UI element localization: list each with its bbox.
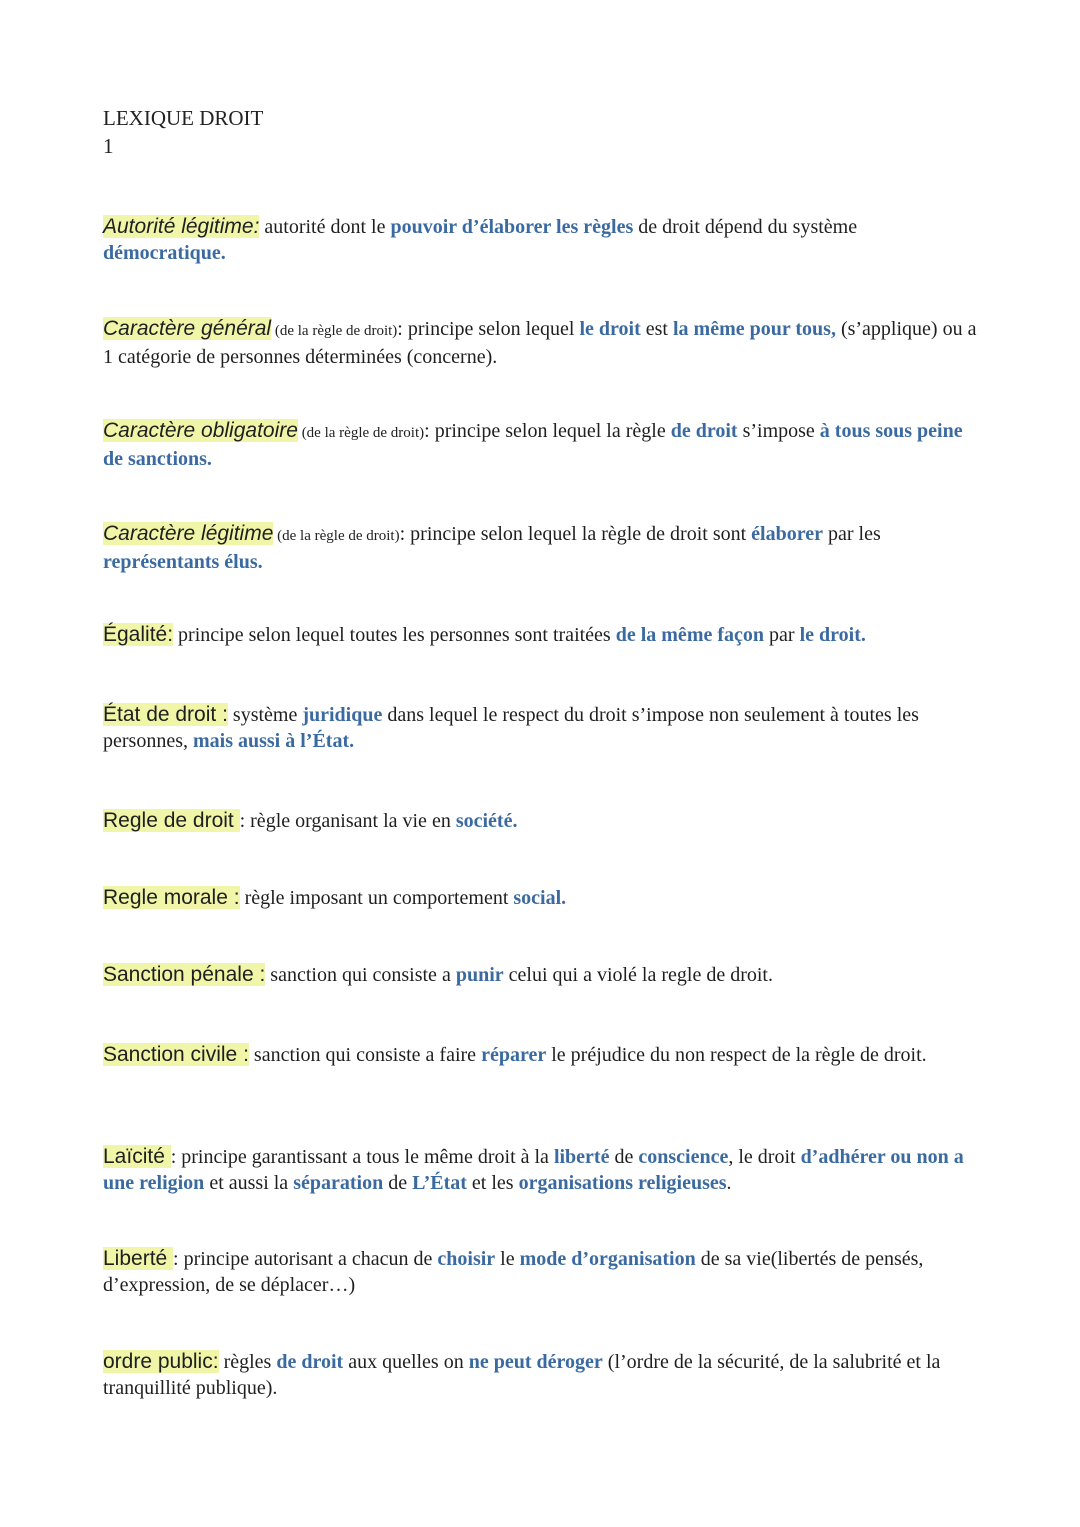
keyword-highlight: représentants élus.: [103, 551, 263, 573]
definition-text: règle imposant un comportement: [239, 887, 514, 909]
glossary-entry-regle-de-droit: [103, 808, 983, 834]
definition-text: : principe garantissant a tous le même droit à la: [170, 1146, 554, 1168]
keyword-highlight: de la même façon: [615, 624, 765, 646]
definition-text: le: [495, 1248, 520, 1270]
definition-text: et aussi la: [204, 1172, 294, 1194]
glossary-entry-ordre-public: [103, 1349, 983, 1401]
glossary-entry-egalite: [103, 622, 983, 648]
definition-text: est: [640, 318, 673, 340]
keyword-highlight: séparation: [293, 1172, 384, 1194]
keyword-highlight: conscience: [638, 1146, 729, 1168]
keyword-highlight: élaborer: [751, 523, 823, 545]
keyword-highlight: à tous sous peine de sanctions.: [103, 420, 963, 470]
term-qualifier: (de la règle de droit): [271, 323, 398, 339]
keyword-highlight: liberté: [553, 1146, 610, 1168]
definition-text: dans lequel le respect du droit s’impose non seulement à toutes les personnes,: [103, 704, 919, 752]
term-label: Caractère légitime: [103, 522, 274, 545]
definition-text: , le droit: [728, 1146, 801, 1168]
term-label: Regle de droit: [103, 809, 240, 832]
definition-text: (l’ordre de la sécurité, de la salubrité et la tranquillité publique).: [103, 1351, 941, 1399]
definition-text: principe selon lequel toutes les personnes sont traitées: [173, 624, 616, 646]
term-label: État de droit :: [103, 703, 228, 726]
keyword-highlight: punir: [455, 964, 504, 986]
definition-text: : principe selon lequel la règle: [424, 420, 671, 442]
definition-text: par les: [823, 523, 881, 545]
term-label: Sanction pénale :: [103, 963, 266, 986]
glossary-entry-caractere-general: [103, 316, 983, 370]
keyword-highlight: mais aussi à l’État.: [192, 730, 355, 752]
keyword-highlight: de droit: [276, 1351, 344, 1373]
keyword-highlight: de droit: [670, 420, 738, 442]
definition-text: par: [764, 624, 800, 646]
definition-text: de droit dépend du système: [633, 216, 858, 238]
term-label: Sanction civile :: [103, 1043, 249, 1066]
definition-text: : principe autorisant a chacun de: [173, 1248, 438, 1270]
glossary-entry-sanction-civile: [103, 1042, 983, 1068]
term-qualifier: (de la règle de droit): [297, 425, 425, 441]
keyword-highlight: démocratique.: [103, 242, 226, 264]
keyword-highlight: juridique: [302, 704, 383, 726]
keyword-highlight: ne peut déroger: [468, 1351, 603, 1373]
definition-text: .: [726, 1172, 732, 1194]
glossary-entry-caractere-legitime: [103, 521, 983, 575]
definition-text: système: [227, 704, 303, 726]
definition-text: de: [383, 1172, 413, 1194]
definition-text: règles: [218, 1351, 277, 1373]
keyword-highlight: le droit.: [799, 624, 866, 646]
definition-text: le préjudice du non respect de la règle de droit.: [546, 1044, 927, 1066]
glossary-entry-caractere-obligatoire: [103, 418, 983, 472]
keyword-highlight: mode d’organisation: [519, 1248, 696, 1270]
page-number: 1: [103, 134, 114, 158]
keyword-highlight: d’adhérer ou non a une religion: [103, 1146, 964, 1194]
term-qualifier: (de la règle de droit): [273, 528, 400, 544]
keyword-highlight: la même pour tous,: [672, 318, 836, 340]
keyword-highlight: société.: [455, 810, 518, 832]
keyword-highlight: le droit: [579, 318, 641, 340]
keyword-highlight: organisations religieuses: [518, 1172, 727, 1194]
glossary-entry-liberte: [103, 1246, 983, 1298]
definition-text: : principe selon lequel: [397, 318, 580, 340]
definition-text: aux quelles on: [343, 1351, 469, 1373]
term-label: Autorité légitime:: [103, 215, 260, 238]
term-label: Caractère obligatoire: [103, 419, 298, 442]
term-label: Égalité:: [103, 623, 174, 646]
keyword-highlight: réparer: [481, 1044, 547, 1066]
definition-text: celui qui a violé la regle de droit.: [503, 964, 773, 986]
definition-text: s’impose: [737, 420, 820, 442]
keyword-highlight: L’État: [412, 1172, 467, 1194]
term-label: Liberté: [103, 1247, 174, 1270]
definition-text: : règle organisant la vie en: [239, 810, 456, 832]
keyword-highlight: social.: [513, 887, 567, 909]
definition-text: sanction qui consiste a faire: [248, 1044, 482, 1066]
definition-text: sanction qui consiste a: [265, 964, 456, 986]
term-label: Regle morale :: [103, 886, 240, 909]
definition-text: et les: [466, 1172, 519, 1194]
glossary-entry-regle-morale: [103, 885, 983, 911]
term-label: Caractère général: [103, 317, 272, 340]
term-label: Laïcité: [103, 1145, 171, 1168]
document-title: LEXIQUE DROIT: [103, 106, 264, 130]
document-header: [103, 104, 263, 160]
definition-text: autorité dont le: [259, 216, 391, 238]
glossary-entry-etat-de-droit: [103, 702, 983, 754]
definition-text: de: [609, 1146, 639, 1168]
glossary-entry-autorite-legitime: [103, 214, 983, 266]
definition-text: (s’applique) ou a 1 catégorie de personnes déterminées (concerne).: [103, 318, 977, 368]
glossary-entry-sanction-penale: [103, 962, 983, 988]
definition-text: de sa vie(libertés de pensés, d’expression, de se déplacer…): [103, 1248, 924, 1296]
keyword-highlight: pouvoir d’élaborer les règles: [390, 216, 634, 238]
keyword-highlight: choisir: [437, 1248, 496, 1270]
term-label: ordre public:: [103, 1350, 219, 1373]
glossary-entry-laicite: [103, 1144, 983, 1196]
definition-text: : principe selon lequel la règle de droit sont: [399, 523, 752, 545]
